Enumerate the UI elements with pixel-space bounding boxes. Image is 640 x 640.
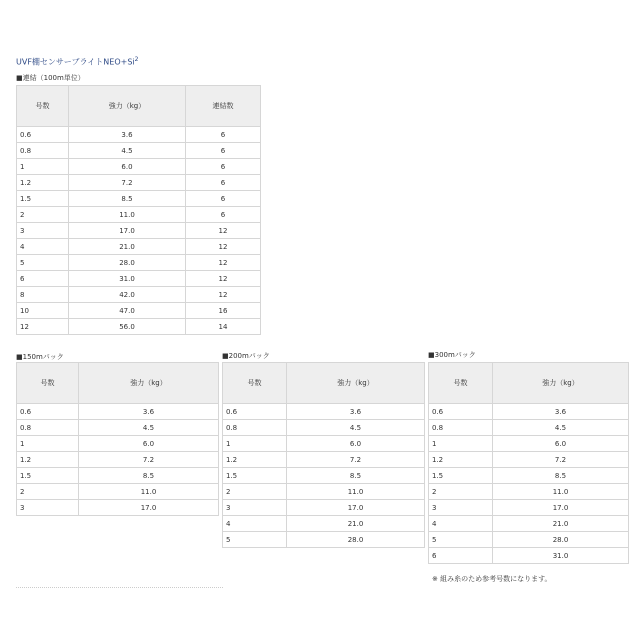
table-cell: 1.2 <box>429 452 493 468</box>
table-cell: 4.5 <box>69 143 186 159</box>
table-cell: 16 <box>186 303 261 319</box>
table-cell: 0.8 <box>17 143 69 159</box>
table-cell: 11.0 <box>493 484 629 500</box>
table-cell: 1 <box>17 159 69 175</box>
table-row <box>17 468 219 484</box>
table-cell: 8.5 <box>69 191 186 207</box>
table-row <box>223 452 425 468</box>
table-cell: 1 <box>223 436 287 452</box>
table-row <box>429 532 629 548</box>
spec-table-300m <box>428 362 629 564</box>
table-cell: 21.0 <box>287 516 425 532</box>
table-cell: 17.0 <box>69 223 186 239</box>
spec-table-200m <box>222 362 425 548</box>
table-cell: 3.6 <box>287 404 425 420</box>
table-cell: 4 <box>429 516 493 532</box>
table-cell: 12 <box>186 287 261 303</box>
table-cell: 7.2 <box>493 452 629 468</box>
table-cell: 17.0 <box>79 500 219 516</box>
table-cell: 6 <box>186 143 261 159</box>
table-cell: 0.6 <box>17 404 79 420</box>
table-cell: 2 <box>17 207 69 223</box>
table-row <box>17 484 219 500</box>
table-cell: 21.0 <box>493 516 629 532</box>
table-cell: 4.5 <box>287 420 425 436</box>
table-cell: 1 <box>429 436 493 452</box>
table-row <box>17 500 219 516</box>
table-cell: 42.0 <box>69 287 186 303</box>
table-cell: 0.6 <box>17 127 69 143</box>
table-cell: 28.0 <box>287 532 425 548</box>
footnote: ※ 組み糸のため参考号数になります。 <box>432 575 552 583</box>
table-cell: 5 <box>17 255 69 271</box>
table-cell: 6.0 <box>79 436 219 452</box>
header-kyouryoku: 強力（kg） <box>79 363 219 404</box>
header-gousu: 号数 <box>223 363 287 404</box>
table-row <box>223 500 425 516</box>
table-row <box>17 420 219 436</box>
table-cell: 17.0 <box>287 500 425 516</box>
table-row <box>17 159 261 175</box>
table-cell: 2 <box>17 484 79 500</box>
table-cell: 31.0 <box>69 271 186 287</box>
table-cell: 1.2 <box>223 452 287 468</box>
table-cell: 47.0 <box>69 303 186 319</box>
header-renketsu: 連結数 <box>186 86 261 127</box>
header-gousu: 号数 <box>17 363 79 404</box>
table-label-300m: ■300mパック <box>428 351 476 359</box>
table-cell: 3 <box>223 500 287 516</box>
table-row <box>223 420 425 436</box>
table-cell: 1 <box>17 436 79 452</box>
table-cell: 11.0 <box>79 484 219 500</box>
table-cell: 6 <box>186 207 261 223</box>
table-cell: 8.5 <box>493 468 629 484</box>
table-row <box>17 127 261 143</box>
table-cell: 3 <box>429 500 493 516</box>
table-cell: 3.6 <box>493 404 629 420</box>
table-row <box>17 239 261 255</box>
table-cell: 31.0 <box>493 548 629 564</box>
table-cell: 1.2 <box>17 452 79 468</box>
table-cell: 6 <box>429 548 493 564</box>
table-row <box>223 404 425 420</box>
table-cell: 10 <box>17 303 69 319</box>
table-row <box>429 452 629 468</box>
table-cell: 0.6 <box>429 404 493 420</box>
table-cell: 8 <box>17 287 69 303</box>
table-cell: 6 <box>186 127 261 143</box>
table-cell: 0.6 <box>223 404 287 420</box>
table-cell: 3 <box>17 223 69 239</box>
table-row <box>223 484 425 500</box>
table-row <box>429 420 629 436</box>
table-row <box>17 191 261 207</box>
table-cell: 11.0 <box>69 207 186 223</box>
table-cell: 6.0 <box>287 436 425 452</box>
spec-table-renketsu <box>16 85 261 335</box>
table-cell: 7.2 <box>79 452 219 468</box>
table-row <box>429 500 629 516</box>
header-gousu: 号数 <box>17 86 69 127</box>
table-row <box>429 404 629 420</box>
table-cell: 3.6 <box>69 127 186 143</box>
table-row <box>223 436 425 452</box>
table-cell: 1.5 <box>17 468 79 484</box>
header-gousu: 号数 <box>429 363 493 404</box>
table-cell: 6.0 <box>69 159 186 175</box>
table-cell: 1.5 <box>223 468 287 484</box>
table-row <box>429 484 629 500</box>
header-kyouryoku: 強力（kg） <box>69 86 186 127</box>
table-cell: 56.0 <box>69 319 186 335</box>
header-kyouryoku: 強力（kg） <box>287 363 425 404</box>
table-header-row <box>429 363 629 404</box>
table-cell: 6 <box>17 271 69 287</box>
table-cell: 5 <box>223 532 287 548</box>
table-cell: 8.5 <box>79 468 219 484</box>
table-cell: 28.0 <box>69 255 186 271</box>
table-cell: 3.6 <box>79 404 219 420</box>
table-cell: 4.5 <box>493 420 629 436</box>
table-cell: 11.0 <box>287 484 425 500</box>
table-row <box>429 436 629 452</box>
table-cell: 5 <box>429 532 493 548</box>
table-row <box>429 516 629 532</box>
table-cell: 3 <box>17 500 79 516</box>
table-row <box>17 255 261 271</box>
table-cell: 6 <box>186 159 261 175</box>
table-cell: 0.8 <box>17 420 79 436</box>
table-label-renketsu: ■連結（100m単位） <box>16 74 85 82</box>
table-cell: 12 <box>186 271 261 287</box>
table-header-row <box>17 363 219 404</box>
table-cell: 0.8 <box>223 420 287 436</box>
table-row <box>17 175 261 191</box>
page-title: UVF棚センサーブライト$NEO+Si^2$ <box>16 56 139 67</box>
table-cell: 17.0 <box>493 500 629 516</box>
table-row <box>429 468 629 484</box>
table-cell: 1.5 <box>429 468 493 484</box>
table-cell: 7.2 <box>287 452 425 468</box>
table-row <box>17 207 261 223</box>
table-cell: 6 <box>186 175 261 191</box>
table-row <box>17 319 261 335</box>
table-cell: 14 <box>186 319 261 335</box>
table-row <box>223 468 425 484</box>
table-cell: 8.5 <box>287 468 425 484</box>
table-cell: 12 <box>186 255 261 271</box>
table-row <box>17 436 219 452</box>
table-row <box>17 303 261 319</box>
table-row <box>17 452 219 468</box>
table-cell: 12 <box>186 239 261 255</box>
table-cell: 0.8 <box>429 420 493 436</box>
table-row <box>17 271 261 287</box>
table-cell: 21.0 <box>69 239 186 255</box>
table-row <box>17 143 261 159</box>
table-row <box>17 223 261 239</box>
table-cell: 2 <box>429 484 493 500</box>
table-row <box>223 516 425 532</box>
table-cell: 4 <box>17 239 69 255</box>
divider <box>16 587 223 589</box>
table-cell: 7.2 <box>69 175 186 191</box>
table-cell: 6 <box>186 191 261 207</box>
header-kyouryoku: 強力（kg） <box>493 363 629 404</box>
table-cell: 12 <box>17 319 69 335</box>
table-cell: 1.5 <box>17 191 69 207</box>
table-row <box>17 287 261 303</box>
table-header-row <box>17 86 261 127</box>
table-cell: 12 <box>186 223 261 239</box>
table-label-150m: ■150mパック <box>16 353 64 361</box>
table-row <box>17 404 219 420</box>
table-row <box>429 548 629 564</box>
table-cell: 4.5 <box>79 420 219 436</box>
table-cell: 4 <box>223 516 287 532</box>
table-cell: 1.2 <box>17 175 69 191</box>
spec-table-150m <box>16 362 219 516</box>
table-cell: 28.0 <box>493 532 629 548</box>
table-label-200m: ■200mパック <box>222 352 270 360</box>
table-cell: 6.0 <box>493 436 629 452</box>
table-header-row <box>223 363 425 404</box>
table-cell: 2 <box>223 484 287 500</box>
table-row <box>223 532 425 548</box>
